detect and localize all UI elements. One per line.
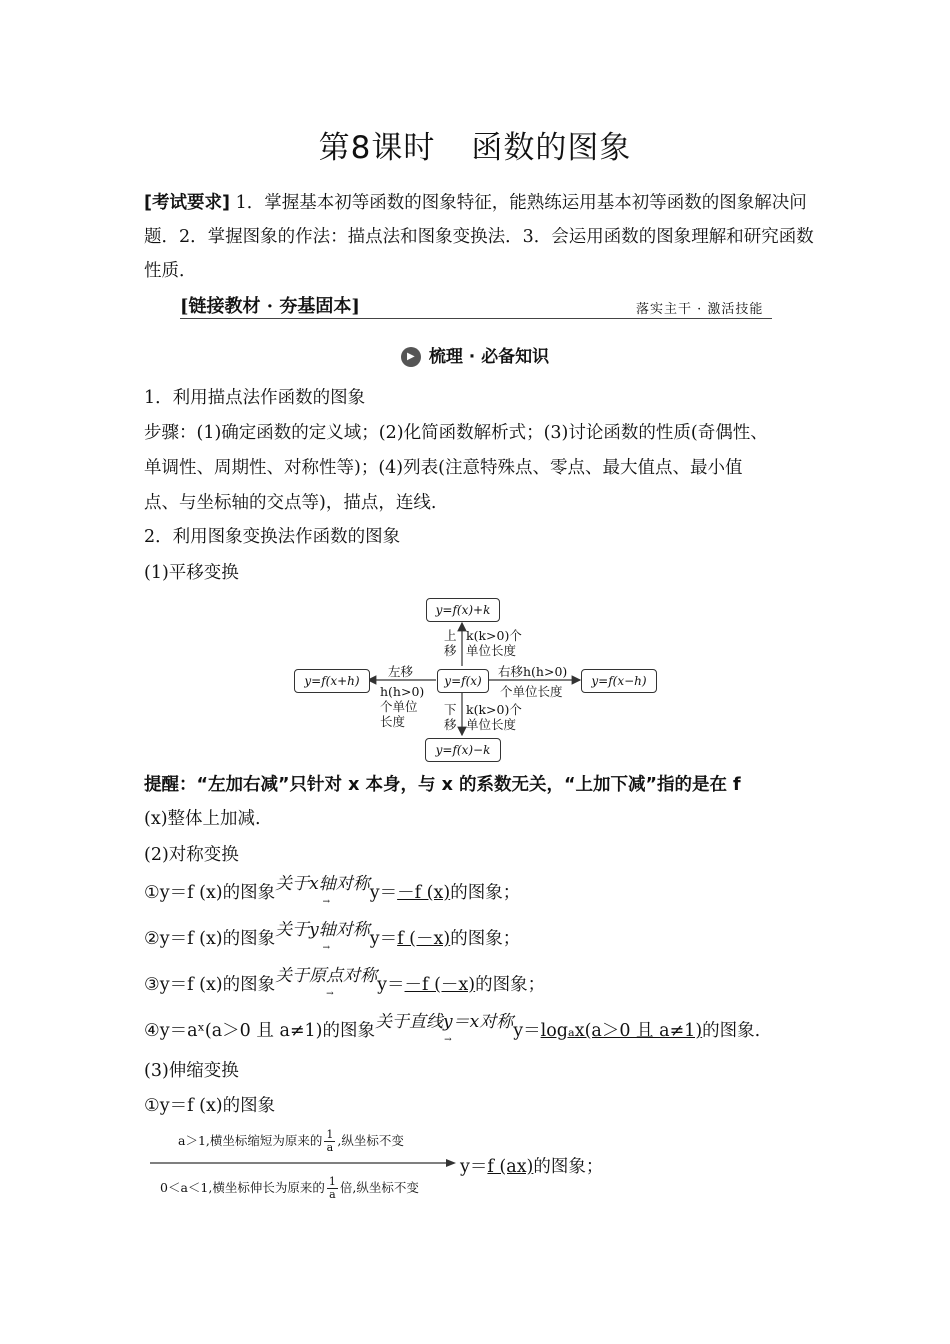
s1-mid: y＝ xyxy=(369,883,398,903)
fraction-bottom-num: 1 xyxy=(328,1175,336,1188)
box-top: y=f(x)+k xyxy=(426,598,500,622)
s3-mid: y＝ xyxy=(377,975,405,995)
s4-pre: ④y＝aˣ(a＞0 且 a≠1)的图象 xyxy=(144,1021,376,1041)
down-label-b: 移 xyxy=(444,717,457,732)
s1-pre: ①y＝f (x)的图象 xyxy=(144,883,276,903)
left-label-a: 左移 xyxy=(388,664,414,679)
title-lesson: 第8课时 xyxy=(318,130,436,166)
s2-arrow-icon: → xyxy=(322,943,330,953)
s2-answer: f (－x) xyxy=(397,929,451,949)
sec2-sub1: (1)平移变换 xyxy=(144,563,239,583)
s2-arrow-text: 关于y轴对称 xyxy=(275,920,370,940)
box-right: y=f(x−h) xyxy=(581,669,657,693)
stretch-top-b: ,纵坐标不变 xyxy=(337,1133,404,1148)
s3-post: 的图象； xyxy=(475,975,546,995)
box-left: y=f(x+h) xyxy=(294,669,370,693)
up-label-b: 移 xyxy=(444,643,457,658)
s3-arrow xyxy=(275,963,378,999)
s4-answer: logₐx(a＞0 且 a≠1) xyxy=(540,1021,703,1041)
fraction-bottom-den: a xyxy=(329,1188,336,1201)
stretch-answer: f (ax) xyxy=(487,1157,534,1177)
up-label-c: k(k>0)个 xyxy=(466,628,522,643)
fraction-bottom xyxy=(327,1176,338,1201)
title-topic: 函数的图象 xyxy=(471,130,632,166)
s1-post: 的图象； xyxy=(450,883,521,903)
s4-arrow-icon: → xyxy=(444,1035,452,1045)
s2-post: 的图象； xyxy=(450,929,521,949)
stretch-bot-b: 倍,纵坐标不变 xyxy=(339,1180,419,1195)
up-label-a: 上 xyxy=(444,628,457,643)
s4-arrow xyxy=(375,1009,514,1045)
play-icon: ▶ xyxy=(401,347,421,367)
stretch-line-1: ①y＝f (x)的图象 xyxy=(144,1096,276,1116)
s3-arrow-text: 关于原点对称 xyxy=(275,966,378,986)
sec1-line2: 单调性、周期性、对称性等)；(4)列表(注意特殊点、零点、最大值点、最小值 xyxy=(144,458,743,478)
down-label-c: k(k>0)个 xyxy=(466,702,522,717)
section-subhead xyxy=(0,342,950,367)
s1-arrow-icon: → xyxy=(322,897,330,907)
stretch-condition-bottom xyxy=(160,1176,419,1201)
s1-arrow xyxy=(275,871,370,907)
s3-answer: －f (－x) xyxy=(404,975,476,995)
s4-post: 的图象. xyxy=(702,1021,761,1041)
s1-answer: －f (x) xyxy=(397,883,451,903)
fraction-top-den: a xyxy=(326,1141,334,1154)
stretch-post: 的图象； xyxy=(533,1157,604,1177)
stretch-bot-a: 0＜a＜1,横坐标伸长为原来的 xyxy=(160,1180,325,1195)
page-title xyxy=(0,122,950,167)
stretch-mid: y＝ xyxy=(460,1157,488,1177)
fraction-top xyxy=(324,1129,335,1154)
box-center: y=f(x) xyxy=(437,669,489,693)
s4-arrow-text: 关于直线y＝x对称 xyxy=(375,1012,514,1032)
requirement-label: [考试要求] xyxy=(144,193,230,213)
s2-arrow xyxy=(275,917,370,953)
stretch-condition-top xyxy=(178,1129,404,1154)
left-label-b: h(h>0) xyxy=(380,684,425,699)
sec2-sub2: (2)对称变换 xyxy=(144,845,239,865)
s1-arrow-text: 关于x轴对称 xyxy=(275,874,370,894)
sec2-sub3: (3)伸缩变换 xyxy=(144,1061,239,1081)
banner-left: [链接教材 · 夯基固本] xyxy=(180,296,360,317)
s3-pre: ③y＝f (x)的图象 xyxy=(144,975,276,995)
s2-pre: ②y＝f (x)的图象 xyxy=(144,929,276,949)
exam-requirements xyxy=(144,186,814,288)
sec1-heading: 1．利用描点法作函数的图象 xyxy=(144,388,366,408)
box-bottom: y=f(x)−k xyxy=(425,738,501,762)
sec2-heading: 2．利用图象变换法作函数的图象 xyxy=(144,527,401,547)
left-label-c: 个单位 xyxy=(380,699,418,714)
fraction-top-num: 1 xyxy=(326,1128,334,1141)
down-label-d: 单位长度 xyxy=(466,717,517,732)
sec1-line3: 点、与坐标轴的交点等)，描点，连线. xyxy=(144,493,437,513)
stretch-top-a: a＞1,横坐标缩短为原来的 xyxy=(178,1133,323,1148)
s2-mid: y＝ xyxy=(369,929,398,949)
down-label-a: 下 xyxy=(444,702,457,717)
right-label-b: 个单位长度 xyxy=(500,684,563,699)
s4-mid: y＝ xyxy=(513,1021,541,1041)
sec1-line1: 步骤：(1)确定函数的定义域；(2)化简函数解析式；(3)讨论函数的性质(奇偶性、 xyxy=(144,423,768,443)
subhead-text: 梳理 · 必备知识 xyxy=(428,347,550,367)
s3-arrow-icon: → xyxy=(326,989,334,999)
tip-line1 xyxy=(144,772,741,798)
symmetry-line-1 xyxy=(144,874,521,907)
symmetry-line-3 xyxy=(144,966,546,999)
requirement-text: 1．掌握基本初等函数的图象特征，能熟练运用基本初等函数的图象解决问题．2．掌握图象的作法：描点法和图象变换法．3．会运用函数的图象理解和研究函数性质． xyxy=(144,193,814,281)
banner-right: 落实主干 · 激活技能 xyxy=(636,302,764,317)
up-label-d: 单位长度 xyxy=(466,643,517,658)
tip-line2: (x)整体上加减. xyxy=(144,809,261,829)
stretch-arrow xyxy=(148,1157,460,1169)
symmetry-line-2 xyxy=(144,920,521,953)
tip-text1: 提醒：“左加右减”只针对 x 本身，与 x 的系数无关，“上加下减”指的是在 f xyxy=(144,775,741,795)
symmetry-line-4 xyxy=(144,1012,761,1045)
right-label-a: 右移h(h>0) xyxy=(498,664,568,679)
left-label-d: 长度 xyxy=(380,714,406,729)
stretch-result xyxy=(460,1154,603,1180)
